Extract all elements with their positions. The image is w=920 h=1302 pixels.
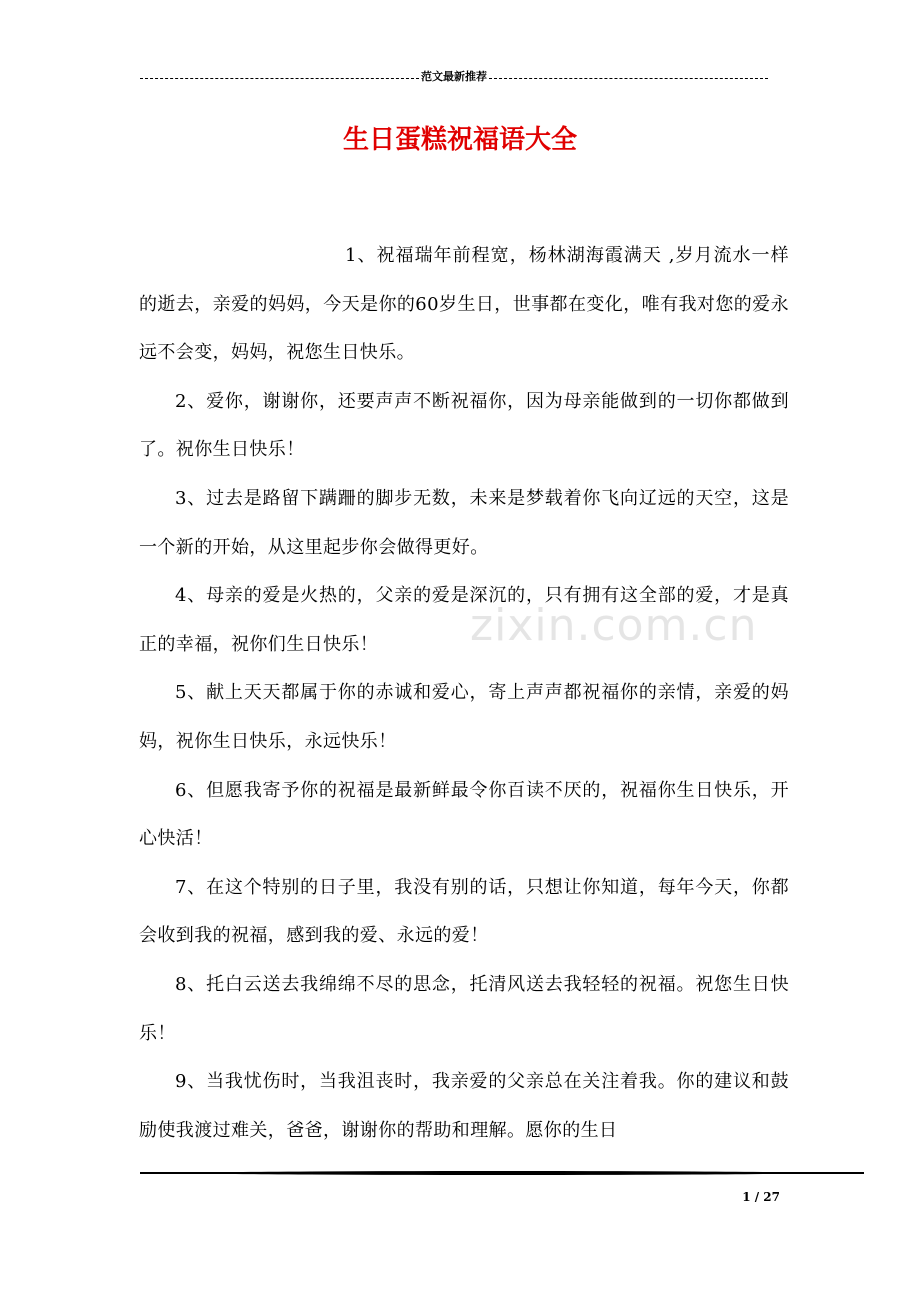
paragraph-8: 8、托白云送去我绵绵不尽的思念，托清风送去我轻轻的祝福。祝您生日快乐！: [139, 973, 789, 1044]
header-dashes-left: [140, 78, 419, 79]
page-header: [140, 66, 768, 88]
header-dashes-right: [489, 78, 768, 79]
page-number: 1 / 27: [742, 1190, 780, 1204]
paragraph-5: 5、献上天天都属于你的赤诚和爱心，寄上声声都祝福你的亲情，亲爱的妈妈，祝你生日快乐，永远快乐！: [139, 682, 789, 752]
paragraph-4: 4、母亲的爱是火热的，父亲的爱是深沉的，只有拥有这全部的爱，才是真正的幸福，祝你们生日快乐！: [139, 585, 789, 655]
paragraph-7: 7、在这个特别的日子里，我没有别的话，只想让你知道，每年今天，你都会收到我的祝福，感到我的爱、永远的爱！: [139, 876, 789, 947]
paragraph-3: 3、过去是路留下蹒跚的脚步无数，未来是梦载着你飞向辽远的天空，这是一个新的开始，从这里起步你会做得更好。: [139, 487, 789, 558]
paragraph-6: 6、但愿我寄予你的祝福是最新鲜最令你百读不厌的，祝福你生日快乐，开心快活！: [139, 779, 789, 850]
document-title: 生日蛋糕祝福语大全: [342, 125, 577, 155]
document-body: [139, 232, 789, 1155]
header-label: 范文最新推荐: [421, 70, 487, 83]
watermark: zixin.com.cn: [470, 600, 758, 651]
paragraph-9: 9、当我忧伤时，当我沮丧时，我亲爱的父亲总在关注着我。你的建议和鼓励使我渡过难关，爸爸，谢谢你的帮助和理解。愿你的生日: [139, 1071, 789, 1141]
paragraph-2: 2、爱你，谢谢你，还要声声不断祝福你，因为母亲能做到的一切你都做到了。祝你生日快乐！: [139, 390, 789, 461]
paragraph-1: 1、祝福瑞年前程宽，杨林湖海霞满天 ,岁月流水一样的逝去，亲爱的妈妈，今天是你的60岁生日，世事都在变化，唯有我对您的爱永远不会变，妈妈，祝您生日快乐。: [139, 245, 789, 364]
footer-divider: [140, 1172, 864, 1174]
